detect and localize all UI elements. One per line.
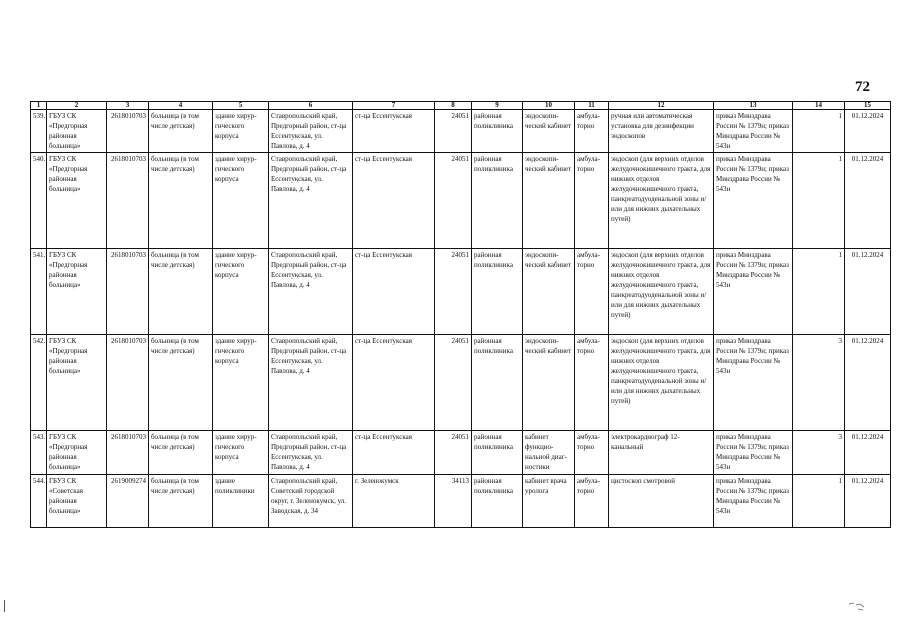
cell-address: Ставропольский край, Предгорный район, ст-ца Ессентукская, ул. Павлова, д. 4 [269,335,353,431]
cell-date: 01.12.2024 [845,110,891,153]
cell-locality: ст-ца Ессентукская [353,335,435,431]
cell-type: больница (в том числе детская) [149,110,213,153]
cell-org: ГБУЗ СК «Советская районная больница» [47,475,107,528]
cell-c8: 24051 [435,110,472,153]
cell-cabinet: эндоскопи-ческий кабинет [523,110,575,153]
cell-care: амбула-торно [575,110,609,153]
cell-c8: 24051 [435,335,472,431]
cell-c14: 3 [793,431,845,475]
registry-table [30,101,891,528]
cell-equipment: эндоскоп (для верхних отделов желудочнокишечного тракта, для нижних отделов желудочнокишечного тракта, панкреатодуоденальной зоны и/или для нижних дыхательных путей) [609,153,714,249]
cell-care: амбула-торно [575,431,609,475]
cell-code: 2618010703 [107,335,149,431]
cell-address: Ставропольский край, Предгорный район, ст-ца Ессентукская, ул. Павлова, д. 4 [269,153,353,249]
cell-equipment: цистоскоп смотровой [609,475,714,528]
cell-no: 542. [31,335,47,431]
cell-cabinet: эндоскопи-ческий кабинет [523,335,575,431]
cell-date: 01.12.2024 [845,475,891,528]
cell-locality: ст-ца Ессентукская [353,249,435,335]
cell-care: амбула-торно [575,475,609,528]
cell-type: больница (в том числе детская) [149,431,213,475]
page-number: 72 [855,79,870,95]
col-header: 10 [523,102,575,110]
cell-type: больница (в том числе детская) [149,335,213,431]
cell-order: приказ Минздрава России № 1379н; приказ Минздрава России № 543н [714,431,793,475]
cell-c8: 24051 [435,431,472,475]
cell-building: здание хирур-гического корпуса [213,431,269,475]
col-header: 4 [149,102,213,110]
cell-order: приказ Минздрава России № 1379н; приказ Минздрава России № 543н [714,110,793,153]
cell-care: амбула-торно [575,335,609,431]
cell-no: 543. [31,431,47,475]
cell-order: приказ Минздрава России № 1379н; приказ Минздрава России № 543н [714,335,793,431]
col-header: 11 [575,102,609,110]
cell-date: 01.12.2024 [845,335,891,431]
cell-building: здание хирур-гического корпуса [213,110,269,153]
cell-address: Ставропольский край, Советский городской округ, г. Зеленокумск, ул. Заводская, д. 34 [269,475,353,528]
cell-locality: ст-ца Ессентукская [353,110,435,153]
cell-type: больница (в том числе детская) [149,249,213,335]
cell-equipment: эндоскоп (для верхних отделов желудочнокишечного тракта, для нижних отделов желудочнокишечного тракта, панкреатодуоденальной зоны и/или для нижних дыхательных путей) [609,335,714,431]
cell-code: 2618010703 [107,110,149,153]
col-header: 13 [714,102,793,110]
cell-equipment: ручная или автоматическая установка для дезинфекции эндоскопов [609,110,714,153]
cell-code: 2618010703 [107,249,149,335]
cell-cabinet: кабинет врача уролога [523,475,575,528]
cell-org: ГБУЗ СК «Предгорная районная больница» [47,110,107,153]
cell-c14: 1 [793,153,845,249]
cell-c14: 3 [793,335,845,431]
cell-c14: 1 [793,475,845,528]
cell-unit: районная поликлиника [472,431,523,475]
scan-artifact-left [4,600,5,612]
cell-unit: районная поликлиника [472,475,523,528]
table-row [31,110,891,153]
col-header: 12 [609,102,714,110]
cell-care: амбула-торно [575,249,609,335]
cell-address: Ставропольский край, Предгорный район, ст-ца Ессентукская, ул. Павлова, д. 4 [269,249,353,335]
cell-building: здание хирур-гического корпуса [213,249,269,335]
cell-c8: 34113 [435,475,472,528]
cell-care: амбула-торно [575,153,609,249]
cell-c8: 24051 [435,153,472,249]
cell-equipment: электрокардиограф 12-канальный [609,431,714,475]
cell-code: 2618010703 [107,431,149,475]
col-header: 2 [47,102,107,110]
col-header: 5 [213,102,269,110]
table-row [31,431,891,475]
cell-date: 01.12.2024 [845,153,891,249]
table-row [31,153,891,249]
cell-cabinet: эндоскопи-ческий кабинет [523,153,575,249]
cell-building: здание хирур-гического корпуса [213,335,269,431]
col-header: 15 [845,102,891,110]
cell-c14: 1 [793,110,845,153]
cell-equipment: эндоскоп (для верхних отделов желудочнокишечного тракта, для нижних отделов желудочнокишечного тракта, панкреатодуоденальной зоны и/или для нижних дыхательных путей) [609,249,714,335]
table-row [31,475,891,528]
cell-locality: г. Зеленокумск [353,475,435,528]
cell-order: приказ Минздрава России № 1379н; приказ Минздрава России № 543н [714,249,793,335]
cell-date: 01.12.2024 [845,249,891,335]
cell-c8: 24051 [435,249,472,335]
table-row [31,249,891,335]
cell-no: 540. [31,153,47,249]
col-header: 6 [269,102,353,110]
col-header: 8 [435,102,472,110]
cell-code: 2619009274 [107,475,149,528]
column-header-row [31,102,891,110]
col-header: 3 [107,102,149,110]
col-header: 9 [472,102,523,110]
cell-type: больница (в том числе детская) [149,475,213,528]
cell-org: ГБУЗ СК «Предгорная районная больница» [47,431,107,475]
col-header: 14 [793,102,845,110]
cell-unit: районная поликлиника [472,249,523,335]
table-row [31,335,891,431]
scan-artifact-right [848,600,868,612]
cell-unit: районная поликлиника [472,110,523,153]
cell-locality: ст-ца Ессентукская [353,431,435,475]
cell-no: 539. [31,110,47,153]
cell-org: ГБУЗ СК «Предгорная районная больница» [47,335,107,431]
cell-address: Ставропольский край, Предгорный район, ст-ца Ессентукская, ул. Павлова, д. 4 [269,110,353,153]
col-header: 7 [353,102,435,110]
cell-cabinet: эндоскопи-ческий кабинет [523,249,575,335]
cell-code: 2618010703 [107,153,149,249]
cell-building: здание поликлиники [213,475,269,528]
cell-no: 541. [31,249,47,335]
cell-unit: районная поликлиника [472,335,523,431]
cell-type: больница (в том числе детская) [149,153,213,249]
cell-cabinet: кабинет функцио-нальной диаг-ностики [523,431,575,475]
cell-order: приказ Минздрава России № 1379н; приказ Минздрава России № 543н [714,153,793,249]
cell-no: 544. [31,475,47,528]
cell-address: Ставропольский край, Предгорный район, ст-ца Ессентукская, ул. Павлова, д. 4 [269,431,353,475]
cell-locality: ст-ца Ессентукская [353,153,435,249]
cell-unit: районная поликлиника [472,153,523,249]
cell-org: ГБУЗ СК «Предгорная районная больница» [47,153,107,249]
cell-c14: 1 [793,249,845,335]
cell-order: приказ Минздрава России № 1379н; приказ Минздрава России № 543н [714,475,793,528]
cell-org: ГБУЗ СК «Предгорная районная больница» [47,249,107,335]
cell-building: здание хирур-гического корпуса [213,153,269,249]
col-header: 1 [31,102,47,110]
cell-date: 01.12.2024 [845,431,891,475]
